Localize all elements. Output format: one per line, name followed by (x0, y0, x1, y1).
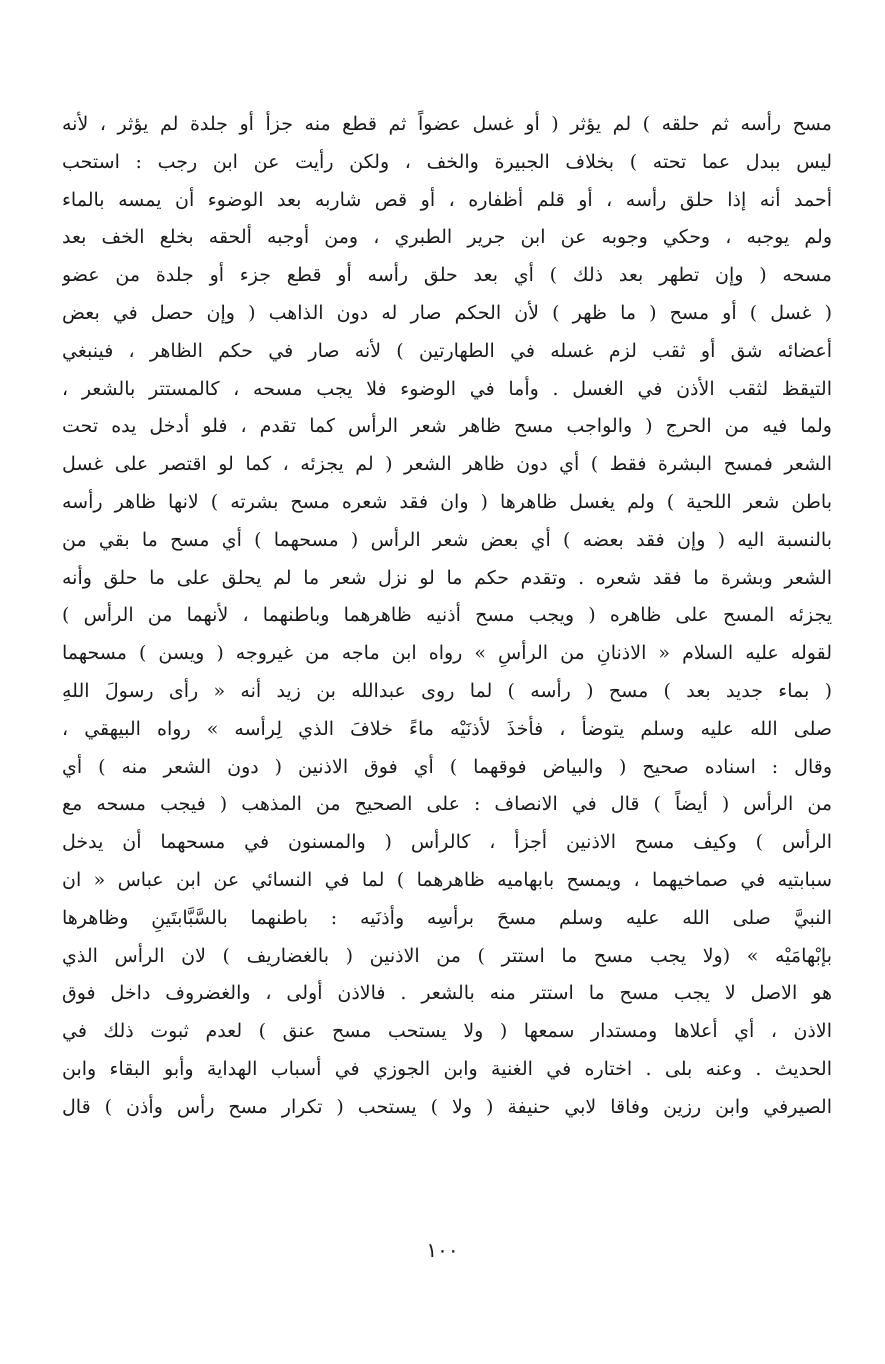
text-line: الصيرفي وابن رزين وفاقا لابي حنيفة ( ولا ) يستحب ( تكرار مسح رأس وأذن ) قال (62, 1095, 832, 1118)
text-line: يجزئه المسح على ظاهره ( ويجب مسح أذنيه ظاهرهما وباطنهما ، لأنهما من الرأس ) (62, 604, 832, 627)
text-line: أعضائه شق أو ثقب لزم غسله في الطهارتين ) لأنه صار في حكم الظاهر ، فينبغي (62, 339, 832, 362)
page-number: ١٠٠ (426, 1238, 459, 1262)
text-line: ( غسل ) أو مسح ( ما ظهر ) لأن الحكم صار له دون الذاهب ( وإن حصل في بعض (62, 301, 832, 324)
text-line: الحديث . وعنه بلى . اختاره في الغنية وابن الجوزي في أسباب الهداية وأبو البقاء وابن (62, 1057, 832, 1080)
text-line: ( بماء جديد بعد ) مسح ( رأسه ) لما روى عبدالله بن زيد أنه « رأى رسولَ اللهِ (62, 679, 832, 702)
text-line: الشعر فمسح البشرة فقط ) أي دون ظاهر الشعر ( لم يجزئه ، كما لو اقتصر على غسل (62, 453, 832, 476)
text-line: سبابتيه في صماخيهما ، ويمسح بابهاميه ظاهرهما ) لما في النسائي عن ابن عباس « ان (62, 868, 832, 891)
text-line: مسح رأسه ثم حلقه ) لم يؤثر ( أو غسل عضواً ثم قطع منه جزأ أو جلدة لم يؤثر ، لأنه (62, 113, 832, 135)
text-line: بإبْهامَيْه » (ولا يجب مسح ما استتر ) من الاذنين ( بالغضاريف ) لان الرأس الذي (62, 944, 832, 967)
text-line: التيقظ لثقب الأذن في الغسل . وأما في الوضوء فلا يجب مسحه ، كالمستتر بالشعر ، (62, 377, 832, 400)
text-line: من الرأس ( أيضاً ) قال في الانصاف : على الصحيح من المذهب ( فيجب مسحه مع (62, 793, 832, 816)
text-line: بالنسبة اليه ( وإن فقد بعضه ) أي بعض شعر الرأس ( مسحهما ) أي مسح ما بقي من (62, 528, 832, 551)
text-line: النبيَّ صلى الله عليه وسلم مسحَ برأسِه وأذنَيه : باطنهما بالسَّبَّابتَينِ وظاهرها (62, 906, 832, 929)
text-line: ليس ببدل عما تحته ) بخلاف الجبيرة والخف ، ولكن رأيت عن ابن رجب : استحب (62, 150, 832, 173)
text-line: ولم يوجبه ، وحكي وجوبه عن ابن جرير الطبري ، ومن أوجبه ألحقه بخلع الخف بعد (62, 226, 832, 249)
text-line: وقال : اسناده صحيح ( والبياض فوقهما ) أي فوق الاذنين ( دون الشعر منه ) أي (62, 755, 832, 778)
text-line: الشعر وبشرة ما فقد شعره . وتقدم حكم ما لو نزل شعر ما لم يحلق على ما حلق وأنه (62, 566, 832, 589)
body-text (62, 106, 832, 1127)
text-line: الرأس ) وكيف مسح الاذنين أجزأ ، كالرأس ( والمسنون في مسحهما أن يدخل (62, 831, 832, 854)
text-line: ولما فيه من الحرج ( والواجب مسح ظاهر شعر الرأس كما تقدم ، فلو أدخل يده تحت (62, 415, 832, 438)
text-line: أحمد أنه إذا حلق رأسه ، أو قلم أظفاره ، أو قص شاربه بعد الوضوء أن يمسه بالماء (62, 188, 832, 211)
text-line: صلى الله عليه وسلم يتوضأ ، فأخذَ لأذنَيْه ماءً خلافَ الذي لِرأسه » رواه البيهقي ، (62, 717, 832, 740)
text-line: لقوله عليه السلام « الاذنانِ من الرأسِ » رواه ابن ماجه من غيروجه ( ويسن ) مسحهما (62, 642, 832, 665)
text-line: مسحه ( وإن تطهر بعد ذلك ) أي بعد حلق رأسه أو قطع جزء أو جلدة من عضو (62, 264, 832, 287)
text-line: الاذن ، أي أعلاها ومستدار سمعها ( ولا يستحب مسح عنق ) لعدم ثبوت ذلك في (62, 1020, 832, 1043)
text-line: هو الاصل لا يجب مسح ما استتر منه بالشعر . فالاذن أولى ، والغضروف داخل فوق (62, 982, 832, 1005)
text-line: باطن شعر اللحية ) ولم يغسل ظاهرها ( وان فقد شعره مسح بشرته ) لانها ظاهر رأسه (62, 490, 832, 513)
